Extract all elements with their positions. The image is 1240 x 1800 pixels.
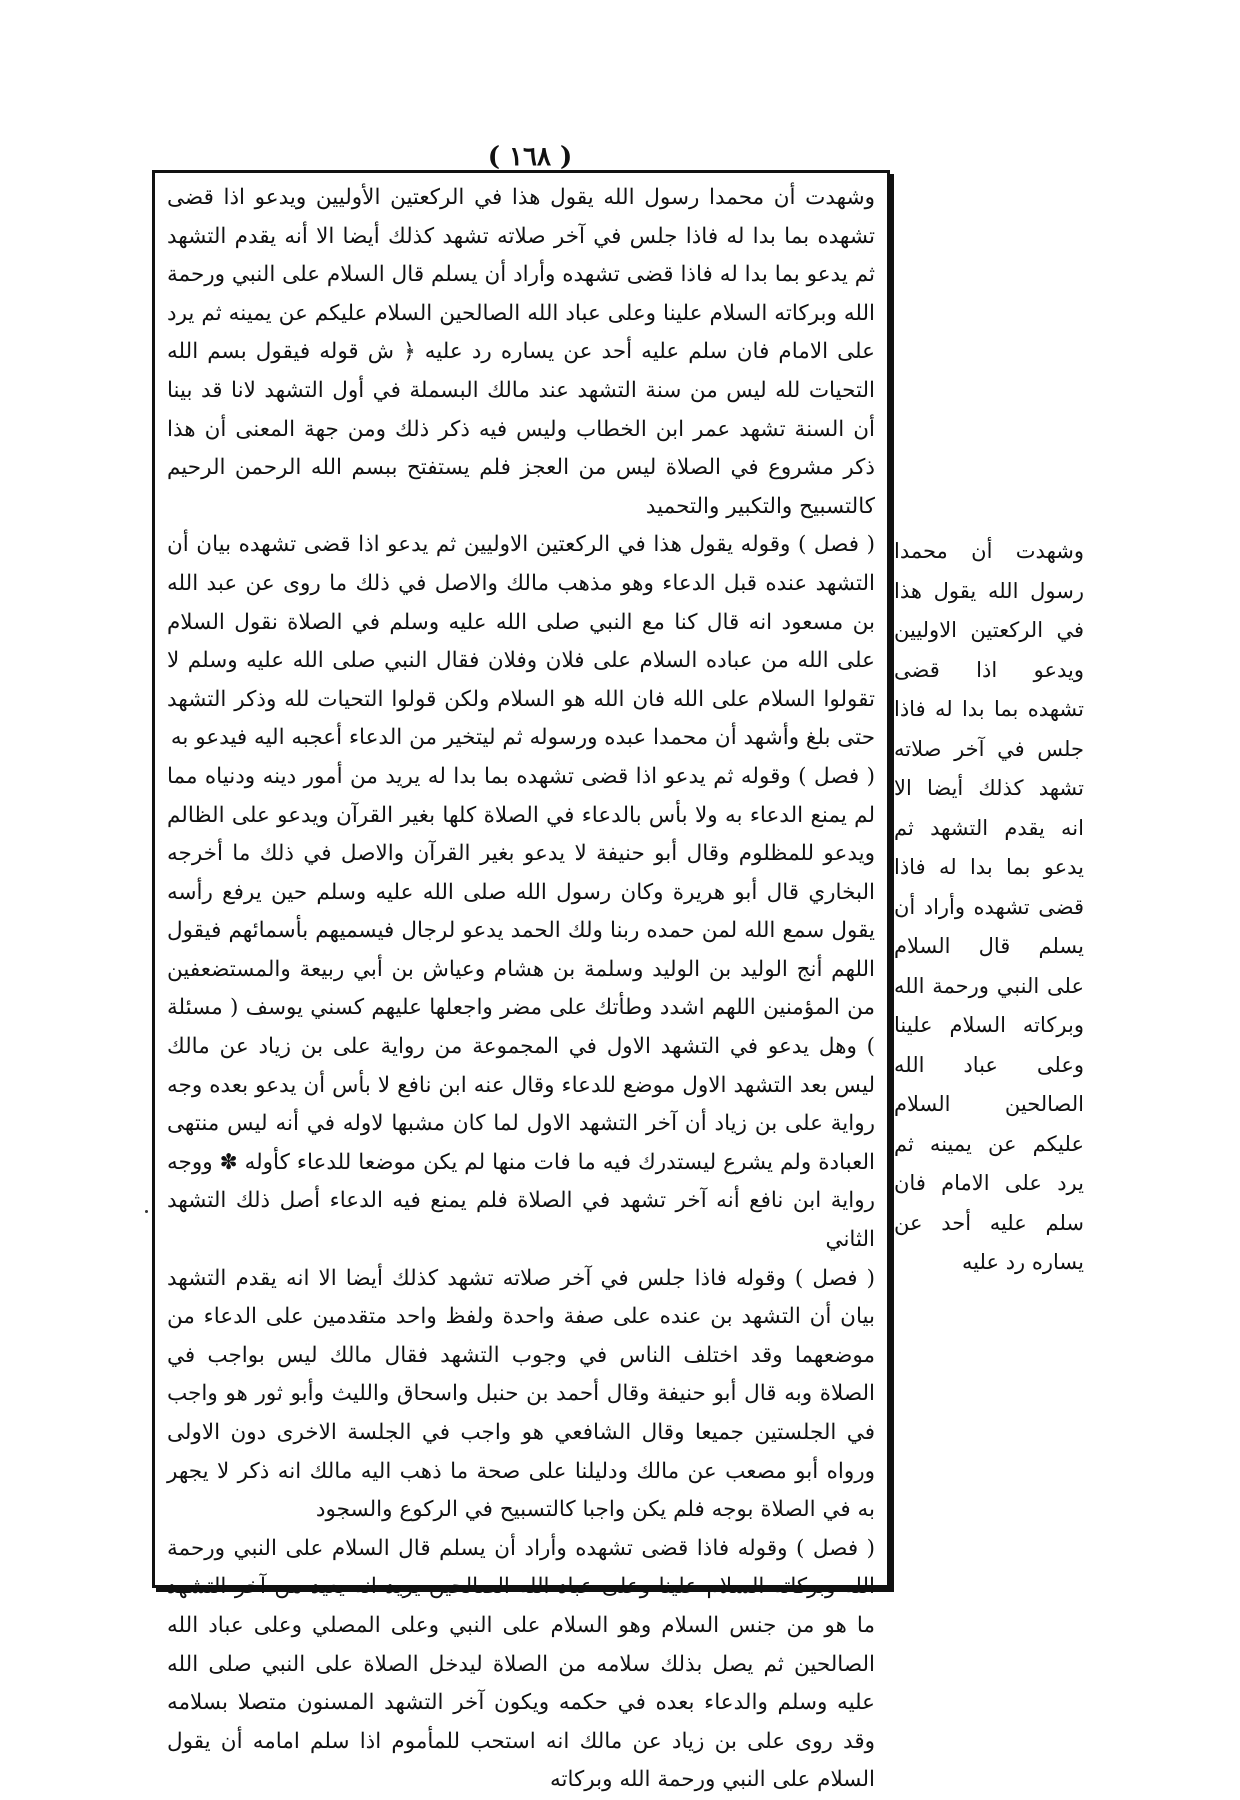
page-number: ( ١٦٨ ): [487, 142, 573, 172]
paragraph-fasl-3: ( فصل ) وقوله فاذا جلس في آخر صلاته تشهد كذلك أيضا الا انه يقدم التشهد بيان أن التشهد بن عنده على صفة واحدة ولفظ واحد متقدمين على الدعاء من موضعهما وقد اختلف الناس في وجوب التشهد فقال مالك ليس بواجب في الصلاة وبه قال أبو حنيفة وقال أحمد بن حنبل واسحاق والليث وأبو ثور هو واجب في الجلستين جميعا وقال الشافعي هو واجب في الجلسة الاخرى دون الاولى ورواه أبو مصعب عن مالك ودليلنا على صحة ما ذهب اليه مالك انه ذكر لا يجهر به في الصلاة بوجه فلم يكن واجبا كالتسبيح في الركوع والسجود: [167, 1265, 875, 1523]
paragraph-fasl-4: ( فصل ) وقوله فاذا قضى تشهده وأراد أن يسلم قال السلام على النبي ورحمة الله وبركاته السلام علينا وعلى عباد الله الصالحين يريد انه يعيد من آخر التشهد ما هو من جنس السلام وهو السلام على النبي وعلى المصلي وعلى عباد الله الصالحين ثم يصل بذلك سلامه من الصلاة ليدخل الصلاة على النبي صلى الله عليه وسلم والدعاء بعده في حكمه ويكون آخر التشهد المسنون متصلا بسلامه وقد روى على بن زياد عن مالك انه استحب للمأموم اذا سلم امامه أن يقول السلام على النبي ورحمة الله وبركاته: [167, 1535, 875, 1793]
paragraph-fasl-1: ( فصل ) وقوله يقول هذا في الركعتين الاوليين ثم يدعو اذا قضى تشهده بيان أن التشهد عنده قبل الدعاء وهو مذهب مالك والاصل في ذلك ما روى عن عبد الله بن مسعود انه قال كنا مع النبي صلى الله عليه وسلم في الصلاة نقول السلام على الله من عباده السلام على فلان وفلان فقال النبي صلى الله عليه وسلم لا تقولوا السلام على الله فان الله هو السلام ولكن قولوا التحيات لله وذكر التشهد حتى بلغ وأشهد أن محمدا عبده ورسوله ثم ليتخير من الدعاء أعجبه اليه فيدعو به: [167, 532, 875, 751]
main-text: [167, 179, 875, 1800]
main-text-frame: [152, 170, 890, 1793]
scan-speck: [145, 1210, 148, 1213]
paragraph-intro: وشهدت أن محمدا رسول الله يقول هذا في الركعتين الأوليين ويدعو اذا قضى تشهده بما بدا له فاذا جلس في آخر صلاته تشهد كذلك أيضا الا أنه يقدم التشهد ثم يدعو بما بدا له فاذا قضى تشهده وأراد أن يسلم قال السلام على النبي ورحمة الله وبركاته السلام علينا وعلى عباد الله الصالحين السلام عليكم عن يمينه ثم يرد على الامام فان سلم عليه أحد عن يساره رد عليه ﴿ ش قوله فيقول بسم الله التحيات لله ليس من سنة التشهد عند مالك البسملة في أول التشهد لانا قد بينا أن السنة تشهد عمر ابن الخطاب وليس فيه ذكر ذلك ومن جهة المعنى أن هذا ذكر مشروع في الصلاة ليس من العجز فلم يستفتح ببسم الله الرحمن الرحيم كالتسبيح والتكبير والتحميد: [167, 185, 875, 519]
paragraph-fasl-2: ( فصل ) وقوله ثم يدعو اذا قضى تشهده بما بدا له يريد من أمور دينه ودنياه مما لم يمنع الدعاء به ولا بأس بالدعاء في الصلاة كلها بغير القرآن ويدعو على الظالم ويدعو للمظلوم وقال أبو حنيفة لا يدعو بغير القرآن والاصل في ذلك ما أخرجه البخاري قال أبو هريرة وكان رسول الله صلى الله عليه وسلم حين يرفع رأسه يقول سمع الله لمن حمده ربنا ولك الحمد يدعو لرجال فيسميهم بأسمائهم فيقول اللهم أنج الوليد بن الوليد وسلمة بن هشام وعياش بن أبي ربيعة والمستضعفين من المؤمنين اللهم اشدد وطأتك على مضر واجعلها عليهم كسني يوسف ( مسئلة ) وهل يدعو في التشهد الاول في المجموعة من رواية على بن زياد عن مالك ليس بعد التشهد الاول موضع للدعاء وقال عنه ابن نافع لا بأس أن يدعو بعده وجه رواية على بن زياد أن آخر التشهد الاول لما كان مشبها لاوله في أنه ليس منتهى العبادة ولم يشرع ليستدرك فيه ما فات منها لم يكن موضعا للدعاء كأوله ✽ ووجه رواية ابن نافع أنه آخر تشهد في الصلاة فلم يمنع فيه الدعاء أصل ذلك التشهد الثاني: [167, 763, 875, 1253]
margin-note: وشهدت أن محمدا رسول الله يقول هذا في الركعتين الاوليين ويدعو اذا قضى تشهده بما بدا له فاذا جلس في آخر صلاته تشهد كذلك أيضا الا انه يقدم التشهد ثم يدعو بما بدا له فاذا قضى تشهده وأراد أن يسلم قال السلام على النبي ورحمة الله وبركاته السلام علينا وعلى عباد الله الصالحين السلام عليكم عن يمينه ثم يرد على الامام فان سلم عليه أحد عن يساره رد عليه: [894, 539, 1084, 1274]
